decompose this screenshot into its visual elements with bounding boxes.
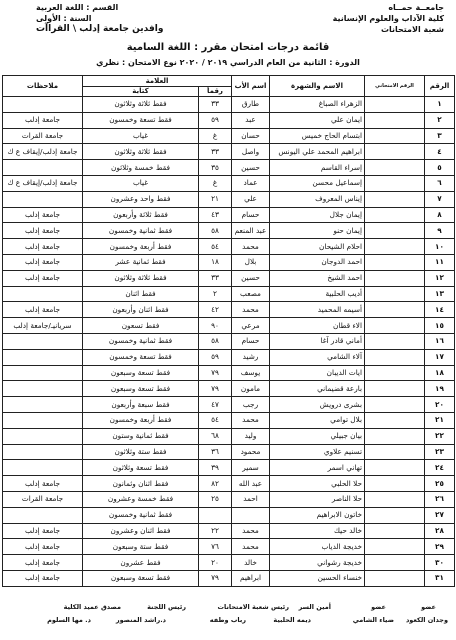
row-number: ٢٢ (425, 428, 455, 444)
row-grade-digits: ٥٨ (199, 333, 232, 349)
row-father-name: مرعي (232, 318, 270, 334)
row-grade-words: فقط ثلاثة وثلاثون (83, 270, 199, 286)
row-grade-words: فقط سبعة وأربعون (83, 397, 199, 413)
row-grade-words: فقط ثمانية وخمسون (83, 507, 199, 523)
row-father-name: حسام (232, 333, 270, 349)
row-grade-words: غياب (83, 175, 199, 191)
row-exam-number (365, 381, 425, 397)
grades-table-body (3, 97, 455, 587)
header-father: اسم الأب (232, 76, 270, 97)
row-grade-words: فقط واحد وعشرون (83, 191, 199, 207)
row-father-name: محمد (232, 539, 270, 555)
table-row (3, 555, 455, 571)
row-number: ٣٠ (425, 555, 455, 571)
row-grade-digits: ٣٩ (199, 460, 232, 476)
table-row (3, 128, 455, 144)
row-grade-digits: ٢١ (199, 191, 232, 207)
table-row (3, 523, 455, 539)
row-exam-number (365, 507, 425, 523)
row-student-name: الزهراء الصباغ (270, 97, 365, 113)
row-number: ١٧ (425, 349, 455, 365)
row-number: ٣ (425, 128, 455, 144)
table-row (3, 223, 455, 239)
exams-head-name: رباب وطفه (209, 616, 246, 624)
row-student-name: ايات الديبان (270, 365, 365, 381)
row-student-name: إسراء القاسم (270, 160, 365, 176)
table-row (3, 460, 455, 476)
row-grade-words: فقط تسعون (83, 318, 199, 334)
row-grade-digits: ١٨ (199, 254, 232, 270)
row-grade-digits: ٥٩ (199, 112, 232, 128)
row-student-name: تهاني اسمر (270, 460, 365, 476)
row-father-name: احمد (232, 491, 270, 507)
member1-title: عضو (421, 603, 436, 611)
table-row (3, 428, 455, 444)
row-number: ٦ (425, 175, 455, 191)
row-number: ٩ (425, 223, 455, 239)
document-subtitle: الدورة : الثانية من العام الدراسي ٢٠١٩ / ٢٠٢٠ نوع الامتحان : نظري (96, 58, 360, 67)
row-note: جامعة إدلب (3, 239, 83, 255)
row-number: ٢٧ (425, 507, 455, 523)
row-note (3, 365, 83, 381)
row-note: جامعة إدلب (3, 555, 83, 571)
row-grade-words: فقط تسعة وسبعون (83, 365, 199, 381)
row-grade-words: فقط تسعة وثلاثون (83, 460, 199, 476)
row-grade-words: فقط ثمانية وستون (83, 428, 199, 444)
row-exam-number (365, 349, 425, 365)
row-grade-digits: ٧٩ (199, 365, 232, 381)
row-exam-number (365, 491, 425, 507)
committee-head-name: د.راشد المنصور (115, 616, 166, 624)
header-grade: العلامة (83, 76, 232, 87)
header-name: الاسم والشهرة (270, 76, 365, 97)
row-exam-number (365, 476, 425, 492)
table-row (3, 476, 455, 492)
row-grade-digits: ٥٤ (199, 412, 232, 428)
table-row (3, 270, 455, 286)
table-row (3, 302, 455, 318)
row-father-name: وليد (232, 428, 270, 444)
row-student-name: الاء قطان (270, 318, 365, 334)
table-row (3, 254, 455, 270)
row-note: سريانيـ/جامعة إدلب (3, 318, 83, 334)
row-exam-number (365, 144, 425, 160)
row-grade-digits: ٥٤ (199, 239, 232, 255)
row-grade-digits: ٢٠ (199, 555, 232, 571)
header-digits: رقماً (199, 86, 232, 97)
table-row (3, 207, 455, 223)
row-grade-digits: ٧٩ (199, 570, 232, 586)
row-grade-digits: ٧٩ (199, 381, 232, 397)
row-student-name: بشرى درويش (270, 397, 365, 413)
member2-title: عضو (371, 603, 386, 611)
row-father-name: ابراهيم (232, 570, 270, 586)
row-student-name: احمد الشيخ (270, 270, 365, 286)
row-note (3, 397, 83, 413)
row-grade-digits: ٣٣ (199, 144, 232, 160)
row-note: جامعة إدلب (3, 523, 83, 539)
row-grade-words: فقط ستة وثلاثون (83, 444, 199, 460)
row-father-name: حسين (232, 160, 270, 176)
row-father-name: علي (232, 191, 270, 207)
row-student-name: خالد حيك (270, 523, 365, 539)
exams-secretary-name: ديمه الحلبية (273, 616, 311, 624)
row-student-name: بلال توامي (270, 412, 365, 428)
row-father-name: محمد (232, 523, 270, 539)
row-number: ٢٠ (425, 397, 455, 413)
row-student-name: أديب الحلبية (270, 286, 365, 302)
department-label: القسم : اللغة العربية (36, 3, 119, 12)
row-note (3, 412, 83, 428)
row-student-name: أسيمه المحميد (270, 302, 365, 318)
row-exam-number (365, 160, 425, 176)
row-grade-words: فقط خمسة وثلاثون (83, 160, 199, 176)
table-row (3, 175, 455, 191)
row-student-name: أماني قادر آغا (270, 333, 365, 349)
row-exam-number (365, 191, 425, 207)
row-number: ٢١ (425, 412, 455, 428)
exams-head-title: رئيس شعبة الامتحانات (217, 603, 289, 611)
row-grade-words: فقط أربعة وخمسون (83, 239, 199, 255)
row-note: جامعة إدلب (3, 207, 83, 223)
table-row (3, 112, 455, 128)
row-grade-digits: ٤٢ (199, 302, 232, 318)
row-student-name: آلاء الشامي (270, 349, 365, 365)
row-grade-words: فقط ثمانية وخمسون (83, 333, 199, 349)
year-label: السنة : الأولى (36, 14, 92, 23)
row-grade-digits: ٣٣ (199, 97, 232, 113)
row-father-name: مامون (232, 381, 270, 397)
table-row (3, 507, 455, 523)
row-student-name: احمد الدوجان (270, 254, 365, 270)
row-number: ١٠ (425, 239, 455, 255)
table-row (3, 191, 455, 207)
row-father-name (232, 507, 270, 523)
row-grade-digits: ٢٢ (199, 523, 232, 539)
row-note (3, 191, 83, 207)
row-grade-words: فقط تسعة وخمسون (83, 349, 199, 365)
table-row (3, 397, 455, 413)
table-row (3, 97, 455, 113)
member1-name: وجدان الكعود (405, 616, 448, 624)
row-student-name: حلا الحلبي (270, 476, 365, 492)
row-exam-number (365, 286, 425, 302)
row-exam-number (365, 270, 425, 286)
row-exam-number (365, 239, 425, 255)
table-row (3, 144, 455, 160)
row-number: ٢٦ (425, 491, 455, 507)
footer-titles-row (0, 603, 456, 615)
table-row (3, 318, 455, 334)
row-father-name: عبد الله (232, 476, 270, 492)
row-grade-words: فقط ثمانية عشر (83, 254, 199, 270)
row-grade-words: فقط اثنان وثمانون (83, 476, 199, 492)
row-exam-number (365, 333, 425, 349)
row-grade-digits: ٥٩ (199, 349, 232, 365)
row-number: ١٨ (425, 365, 455, 381)
row-grade-words: فقط خمسة وعشرون (83, 491, 199, 507)
row-exam-number (365, 555, 425, 571)
row-number: ٨ (425, 207, 455, 223)
row-grade-words: فقط ثلاثة وأربعون (83, 207, 199, 223)
row-number: ٢٨ (425, 523, 455, 539)
grades-table (2, 75, 455, 587)
row-father-name: رشيد (232, 349, 270, 365)
row-grade-digits: غ (199, 128, 232, 144)
row-number: ٢٣ (425, 444, 455, 460)
row-father-name: بلال (232, 254, 270, 270)
row-father-name: محمود (232, 444, 270, 460)
table-row (3, 412, 455, 428)
row-exam-number (365, 570, 425, 586)
row-father-name: محمد (232, 239, 270, 255)
row-number: ١٥ (425, 318, 455, 334)
row-grade-words: فقط عشرون (83, 555, 199, 571)
table-row (3, 570, 455, 586)
member2-name: ضياء الشامي (352, 616, 394, 624)
row-note: جامعة إدلب (3, 570, 83, 586)
row-grade-words: فقط تسعة وسبعون (83, 570, 199, 586)
row-student-name: تسنيم علاوي (270, 444, 365, 460)
row-student-name: ابتسام الحاج خميس (270, 128, 365, 144)
row-student-name: إيناس المعروف (270, 191, 365, 207)
row-grade-digits: ٤٧ (199, 397, 232, 413)
row-student-name: احلام الشيحان (270, 239, 365, 255)
row-grade-words: فقط تسعة وسبعون (83, 381, 199, 397)
row-note (3, 444, 83, 460)
row-father-name: عبد (232, 112, 270, 128)
row-exam-number (365, 207, 425, 223)
table-row (3, 239, 455, 255)
row-grade-words: فقط تسعة وخمسون (83, 112, 199, 128)
dean-name: د. مها السلوم (47, 616, 91, 624)
row-student-name: حلا الناصر (270, 491, 365, 507)
row-note: جامعة إدلب/إيقاف ع ك (3, 175, 83, 191)
row-exam-number (365, 428, 425, 444)
row-number: ١٢ (425, 270, 455, 286)
row-grade-words: فقط ثمانية وخمسون (83, 223, 199, 239)
row-note: جامعة إدلب/إيقاف ع ك (3, 144, 83, 160)
row-number: ١٣ (425, 286, 455, 302)
table-row (3, 349, 455, 365)
row-number: ٢٩ (425, 539, 455, 555)
row-exam-number (365, 444, 425, 460)
row-exam-number (365, 223, 425, 239)
row-note: جامعة إدلب (3, 223, 83, 239)
row-exam-number (365, 365, 425, 381)
header-notes: ملاحظات (3, 76, 83, 97)
table-row (3, 444, 455, 460)
row-note: جامعة إدلب (3, 302, 83, 318)
row-father-name: خالد (232, 555, 270, 571)
row-student-name: إسماعيل محسن (270, 175, 365, 191)
division-name: شعبة الامتحانات (380, 25, 444, 34)
footer-names-row (0, 616, 456, 628)
committee-head-title: رئيس اللجنة (147, 603, 186, 611)
row-father-name: حسين (232, 270, 270, 286)
row-grade-words: فقط ثلاثة وثلاثون (83, 97, 199, 113)
row-grade-words: فقط اثنان (83, 286, 199, 302)
row-number: ٢ (425, 112, 455, 128)
document-title: قائمة درجات امتحان مقرر : اللغة السامية (126, 42, 330, 53)
row-student-name: خديجة رشواني (270, 555, 365, 571)
row-student-name: إيمان حنو (270, 223, 365, 239)
row-grade-digits: ٩٠ (199, 318, 232, 334)
row-number: ١٤ (425, 302, 455, 318)
header-words: كتابة (83, 86, 199, 97)
row-number: ١٦ (425, 333, 455, 349)
row-father-name: طارق (232, 97, 270, 113)
row-number: ٣١ (425, 570, 455, 586)
table-header-row (3, 76, 455, 87)
table-row (3, 160, 455, 176)
row-note (3, 160, 83, 176)
row-grade-digits: ٣٦ (199, 444, 232, 460)
row-note: جامعة القرات (3, 128, 83, 144)
university-name: جامعــة حمــاه (388, 3, 444, 12)
row-note: جامعة إدلب (3, 270, 83, 286)
row-grade-words: فقط اثنان وعشرون (83, 523, 199, 539)
row-father-name: حسام (232, 207, 270, 223)
row-father-name: يوسف (232, 365, 270, 381)
row-grade-digits: ٧٦ (199, 539, 232, 555)
row-student-name: ابراهيم المحمد علي اليونس (270, 144, 365, 160)
row-grade-words: فقط اثنان وأربعون (83, 302, 199, 318)
row-father-name: سمير (232, 460, 270, 476)
row-exam-number (365, 397, 425, 413)
row-father-name: محمد (232, 302, 270, 318)
exams-secretary-title: أمين السر (298, 603, 331, 611)
row-note (3, 349, 83, 365)
row-note (3, 333, 83, 349)
row-grade-words: فقط أربعة وخمسون (83, 412, 199, 428)
row-father-name: حسان (232, 128, 270, 144)
row-grade-digits: ٣٣ (199, 270, 232, 286)
row-student-name: إيمان جلال (270, 207, 365, 223)
row-exam-number (365, 318, 425, 334)
row-exam-number (365, 539, 425, 555)
table-row (3, 491, 455, 507)
row-note (3, 428, 83, 444)
row-number: ١٩ (425, 381, 455, 397)
row-note: جامعة إدلب (3, 254, 83, 270)
row-exam-number (365, 112, 425, 128)
row-father-name: محمد (232, 412, 270, 428)
row-note: جامعة إدلب (3, 539, 83, 555)
row-grade-digits: ٤٣ (199, 207, 232, 223)
row-grade-digits: ٥٨ (199, 223, 232, 239)
row-father-name: عماد (232, 175, 270, 191)
row-grade-digits: ٦٨ (199, 428, 232, 444)
row-number: ٥ (425, 160, 455, 176)
faculty-name: كلية الآداب والعلوم الإنسانية (332, 14, 444, 23)
row-father-name: واصل (232, 144, 270, 160)
row-note: جامعة إدلب (3, 476, 83, 492)
row-exam-number (365, 128, 425, 144)
row-number: ١١ (425, 254, 455, 270)
row-father-name: رجب (232, 397, 270, 413)
row-note (3, 381, 83, 397)
row-student-name: ايمان علي (270, 112, 365, 128)
row-number: ٧ (425, 191, 455, 207)
row-note: جامعة القرات (3, 491, 83, 507)
row-grade-digits: ٣٥ (199, 160, 232, 176)
row-exam-number (365, 254, 425, 270)
row-grade-words: فقط ستة وسبعون (83, 539, 199, 555)
header-exam-number: الرقم الامتحاني (365, 76, 425, 97)
row-grade-digits: ٨٢ (199, 476, 232, 492)
row-grade-digits: ٢٥ (199, 491, 232, 507)
row-number: ٢٥ (425, 476, 455, 492)
row-grade-words: غياب (83, 128, 199, 144)
row-student-name: بارعة قضيماني (270, 381, 365, 397)
table-row (3, 381, 455, 397)
table-row (3, 333, 455, 349)
row-number: ٢٤ (425, 460, 455, 476)
header-number: الرقم (425, 76, 455, 97)
row-exam-number (365, 412, 425, 428)
row-exam-number (365, 460, 425, 476)
row-note (3, 286, 83, 302)
row-student-name: بيان جبيلي (270, 428, 365, 444)
row-number: ١ (425, 97, 455, 113)
row-number: ٤ (425, 144, 455, 160)
row-note (3, 460, 83, 476)
row-exam-number (365, 523, 425, 539)
table-row (3, 365, 455, 381)
row-grade-digits (199, 507, 232, 523)
row-grade-digits: غ (199, 175, 232, 191)
row-student-name: خنساء الحسين (270, 570, 365, 586)
table-row (3, 539, 455, 555)
row-student-name: خاتون الابراهيم (270, 507, 365, 523)
row-father-name: عبد المنعم (232, 223, 270, 239)
row-exam-number (365, 302, 425, 318)
table-row (3, 286, 455, 302)
row-note (3, 507, 83, 523)
row-grade-digits: ٢ (199, 286, 232, 302)
branch-label: وافدين جامعة إدلب \ القراآت (36, 24, 164, 34)
row-note: جامعة إدلب (3, 112, 83, 128)
row-exam-number (365, 97, 425, 113)
row-note (3, 97, 83, 113)
row-exam-number (365, 175, 425, 191)
row-grade-words: فقط ثلاثة وثلاثون (83, 144, 199, 160)
dean-title: مصدق عميد الكلية (63, 603, 121, 611)
row-father-name: مصعب (232, 286, 270, 302)
row-student-name: خديجة الدياب (270, 539, 365, 555)
